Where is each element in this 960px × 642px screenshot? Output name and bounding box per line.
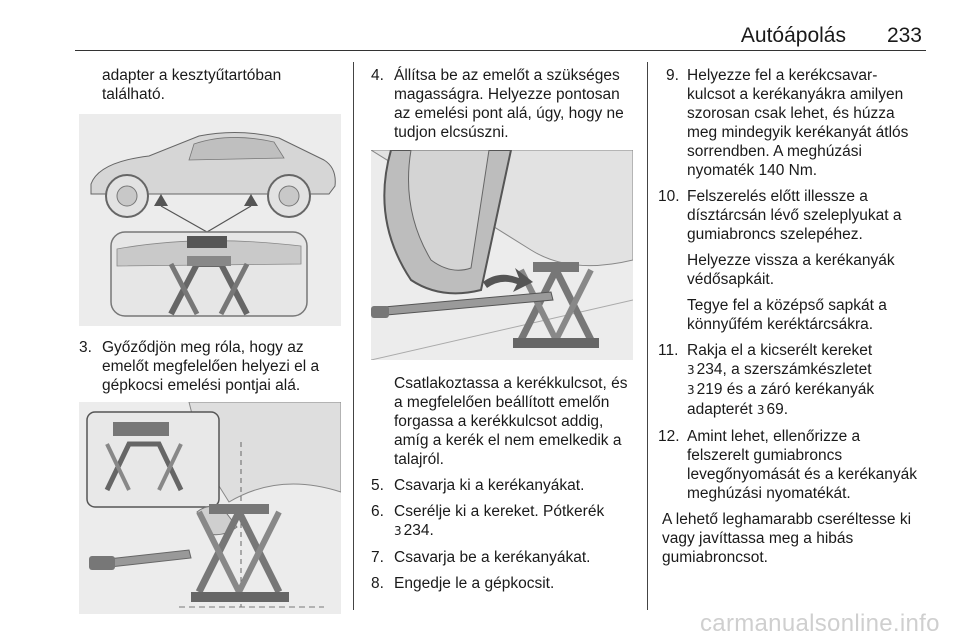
- step-11-ref[interactable]: 69.: [766, 401, 789, 418]
- step-9-line: kulcsot a kerékanyákra amilyen: [687, 86, 904, 103]
- step-12-line: Amint lehet, ellenőrizze a: [687, 428, 861, 445]
- step-9-line: sorrendben. A meghúzási: [687, 143, 862, 160]
- step-number: 11.: [658, 342, 679, 359]
- page-ref-icon: 3: [756, 403, 765, 417]
- step-12-line: felszerelt gumiabroncs: [687, 447, 843, 464]
- step-8-text: Engedje le a gépkocsit.: [394, 575, 555, 592]
- note-line: a megfelelően beállított emelőn: [394, 394, 610, 411]
- step-10-line: dísztárcsán lévő szeleplyukat a: [687, 207, 902, 224]
- note-line: amíg a kerék el nem emelkedik a: [394, 432, 622, 449]
- step-number: 12.: [658, 428, 680, 445]
- closing-line: gumiabroncsot.: [662, 549, 768, 566]
- step-10-para3: könnyűfém keréktárcsákra.: [687, 316, 874, 333]
- step-10-line: gumiabroncs szelepéhez.: [687, 226, 863, 243]
- step-4-line: tudjon elcsúszni.: [394, 124, 509, 141]
- column-2: [371, 66, 637, 593]
- step-number: 5.: [371, 477, 384, 494]
- step-11-ref[interactable]: 219 és a záró kerékanyák: [696, 381, 875, 398]
- step-10-line: Felszerelés előtt illessze a: [687, 188, 868, 205]
- note-line: forgassa a kerékkulcsot addig,: [394, 413, 604, 430]
- column-3: [658, 66, 932, 567]
- step-10-para2: védősapkáit.: [687, 271, 775, 288]
- step-number: 6.: [371, 503, 384, 520]
- step-6-line: Cserélje ki a kereket. Pótkerék: [394, 503, 605, 520]
- note-line: talajról.: [394, 451, 444, 468]
- jack-illustration: [79, 402, 341, 614]
- note-line: Csatlakoztassa a kerékkulcsot, és: [394, 375, 628, 392]
- step-10-para2: Helyezze vissza a kerékanyák: [687, 252, 895, 269]
- closing-paragraph: [662, 510, 932, 567]
- watermark: carmanualsonline.info: [700, 610, 940, 637]
- step-11-ref[interactable]: 234, a szerszámkészletet: [696, 361, 872, 378]
- step-4-line: magasságra. Helyezze pontosan: [394, 86, 620, 103]
- step-9-line: nyomaték 140 Nm.: [687, 162, 818, 179]
- column-divider-2: [647, 62, 648, 610]
- step-9-line: Helyezze fel a kerékcsavar-: [687, 67, 878, 84]
- closing-line: vagy javíttassa meg a hibás: [662, 530, 854, 547]
- step-12-line: levegőnyomását és a kerékanyák: [687, 466, 918, 483]
- wheel-jack-illustration: [371, 150, 633, 360]
- section-title: Autóápolás: [740, 24, 846, 47]
- step-number: 8.: [371, 575, 384, 592]
- step-10-para3: Tegye fel a középső sapkát a: [687, 297, 887, 314]
- step-3-line: Győződjön meg róla, hogy az: [102, 339, 304, 356]
- figure-wrench-on-jack: [371, 150, 633, 360]
- figure-jack-placement: [79, 402, 341, 614]
- car-illustration: [79, 114, 341, 326]
- page-header: [75, 0, 926, 51]
- step-number: 4.: [371, 67, 384, 84]
- step-3-line: gépkocsi emelési pontjai alá.: [102, 377, 301, 394]
- step-9-line: meg mindegyik kerékanyát átlós: [687, 124, 909, 141]
- step-11-line: adapterét: [687, 401, 753, 418]
- step-number: 10.: [658, 188, 680, 205]
- step-11-line: Rakja el a kicserélt kereket: [687, 342, 873, 359]
- step-4-line: Állítsa be az emelőt a szükséges: [394, 67, 620, 84]
- step-12-line: meghúzási nyomatékát.: [687, 485, 851, 502]
- page-number: 233: [886, 24, 922, 47]
- step-4-line: az emelési pont alá, úgy, hogy ne: [394, 105, 624, 122]
- step-number: 3.: [79, 339, 92, 356]
- page-ref-icon: 3: [687, 363, 695, 377]
- step-number: 9.: [666, 67, 679, 84]
- column-divider-1: [353, 62, 354, 610]
- closing-line: A lehető leghamarabb cseréltesse ki: [662, 511, 912, 528]
- page-ref-icon: 3: [687, 383, 695, 397]
- figure-car-lift-points: [79, 114, 341, 326]
- page-ref-icon: 3: [394, 524, 402, 538]
- intro-line: található.: [102, 86, 165, 103]
- column-1: [79, 66, 344, 614]
- step-7-text: Csavarja be a kerékanyákat.: [394, 549, 591, 566]
- step-9-line: szorosan csak lehet, és húzza: [687, 105, 895, 122]
- step-6-ref[interactable]: 234.: [403, 522, 434, 539]
- intro-line: adapter a kesztyűtartóban: [102, 67, 282, 84]
- step-3-line: emelőt megfelelően helyezi el a: [102, 358, 320, 375]
- step-5-text: Csavarja ki a kerékanyákat.: [394, 477, 585, 494]
- step-number: 7.: [371, 549, 384, 566]
